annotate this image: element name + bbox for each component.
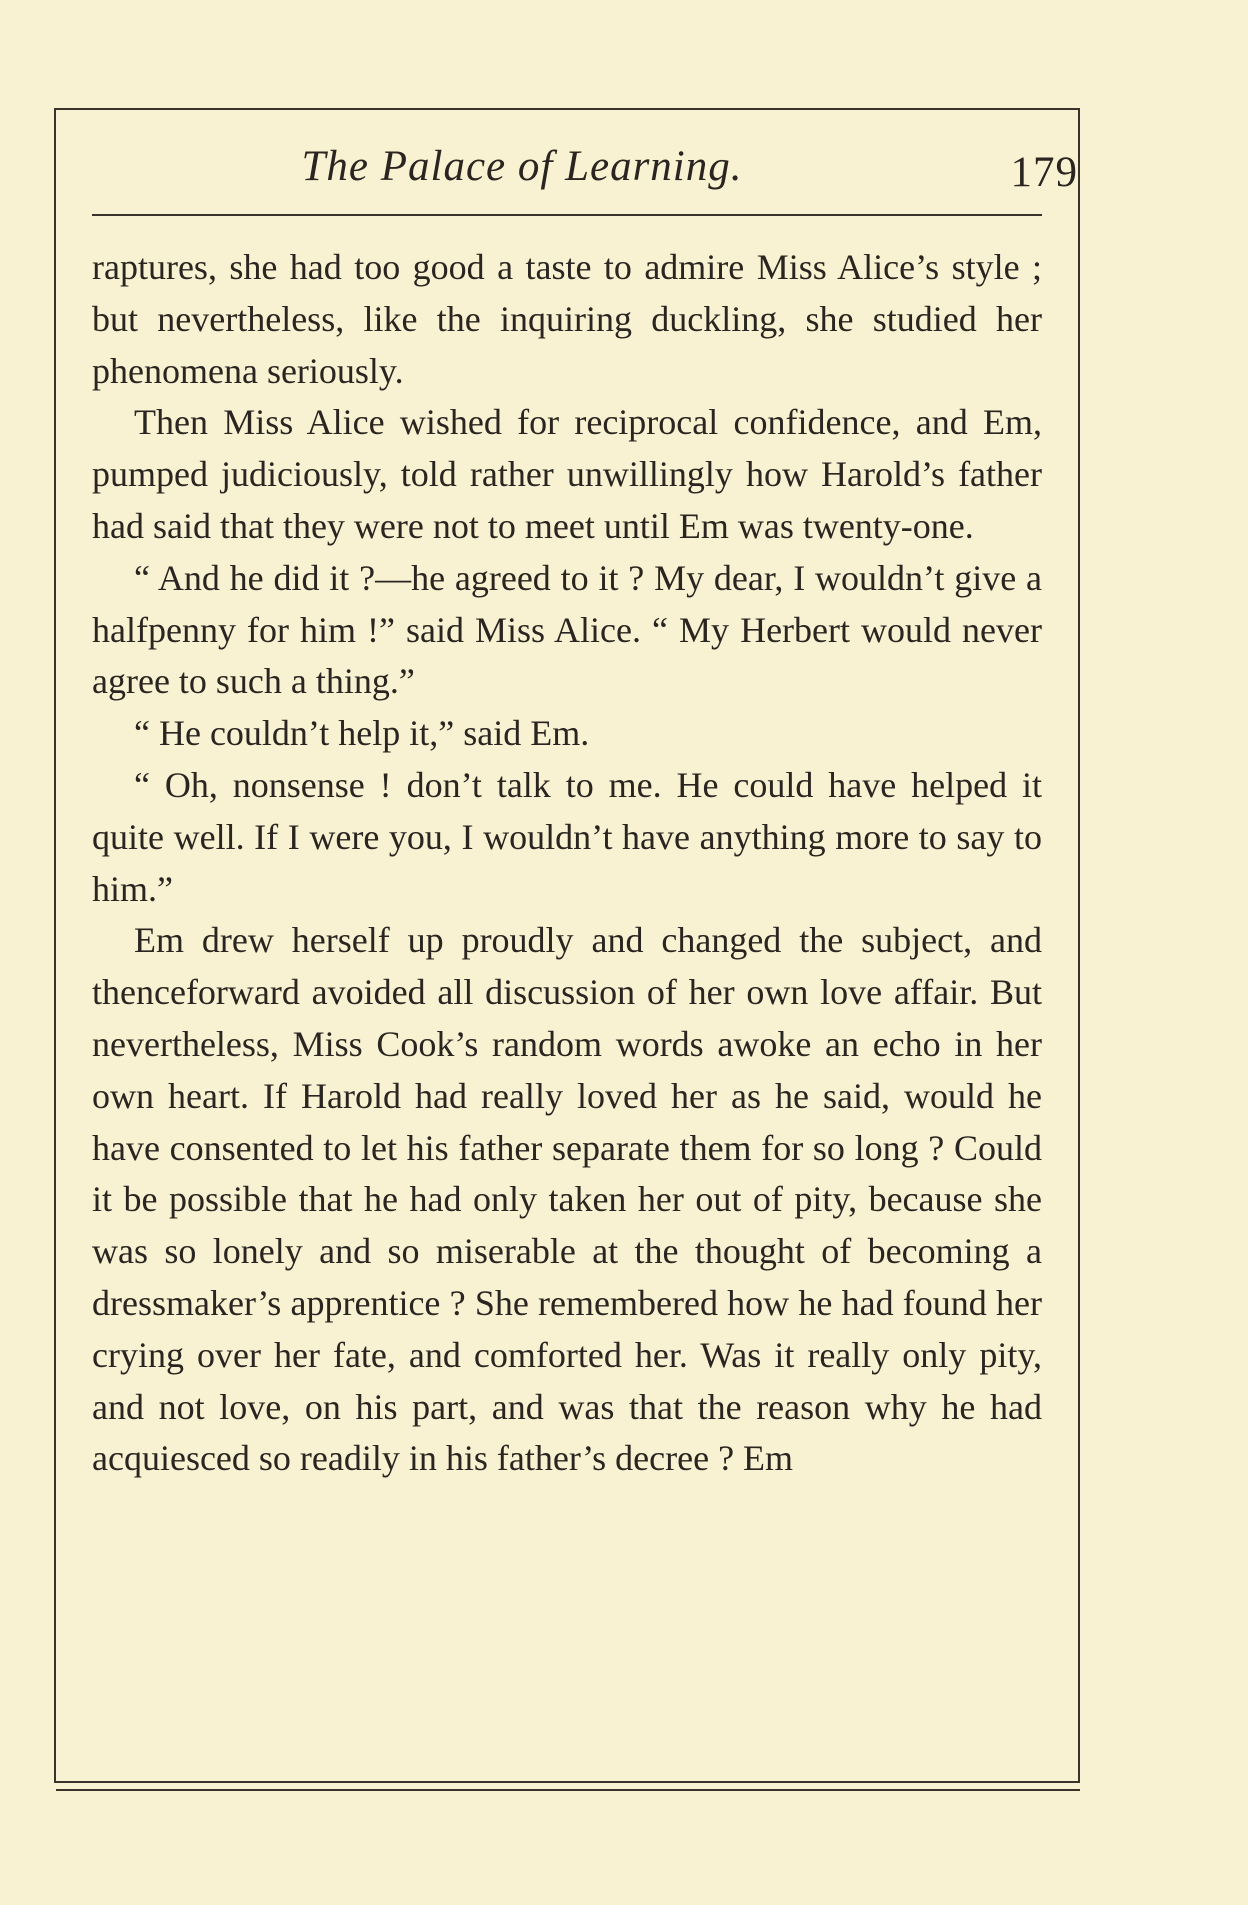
- header-rule: [92, 214, 1042, 216]
- paragraph: Em drew herself up proudly and changed the subject, and thenceforward avoided all discussion of her own love affair. But nevertheless, Miss Cook’s random words awoke an echo in her own heart. If Harold had really loved her as he said, would he have consented to let his father separate them for so long ? Could it be possible that he had only taken her out of pity, because she was so lonely and so miserable at the thought of becoming a dressmaker’s apprentice ? She remembered how he had found her crying over her fate, and comforted her. Was it really only pity, and not love, on his part, and was that the reason why he had acquiesced so readily in his father’s decree ? Em: [92, 920, 1042, 1479]
- paragraph-continued: raptures, she had too good a taste to admire Miss Alice’s style ; but nevertheless, like the inquiring duckling, she studied her phenomena seriously.: [92, 247, 1042, 391]
- body-text: [92, 242, 1042, 1485]
- running-head: [92, 142, 1078, 198]
- paragraph: Then Miss Alice wished for reciprocal confidence, and Em, pumped judiciously, told rather unwillingly how Harold’s father had said that they were not to meet until Em was twenty-one.: [92, 402, 1042, 546]
- page-number: 179: [1010, 149, 1078, 196]
- paragraph: “ And he did it ?—he agreed to it ? My dear, I wouldn’t give a halfpenny for him !” said Miss Alice. “ My Herbert would never agree to such a thing.”: [92, 557, 1042, 702]
- running-title: The Palace of Learning.: [301, 143, 743, 190]
- paragraph: “ Oh, nonsense ! don’t talk to me. He could have helped it quite well. If I were you, I wouldn’t have anything more to say to him.”: [92, 764, 1042, 909]
- page-frame: [54, 108, 1080, 1783]
- paragraph: “ He couldn’t help it,” said Em.: [134, 713, 590, 754]
- bottom-rule: [56, 1789, 1080, 1791]
